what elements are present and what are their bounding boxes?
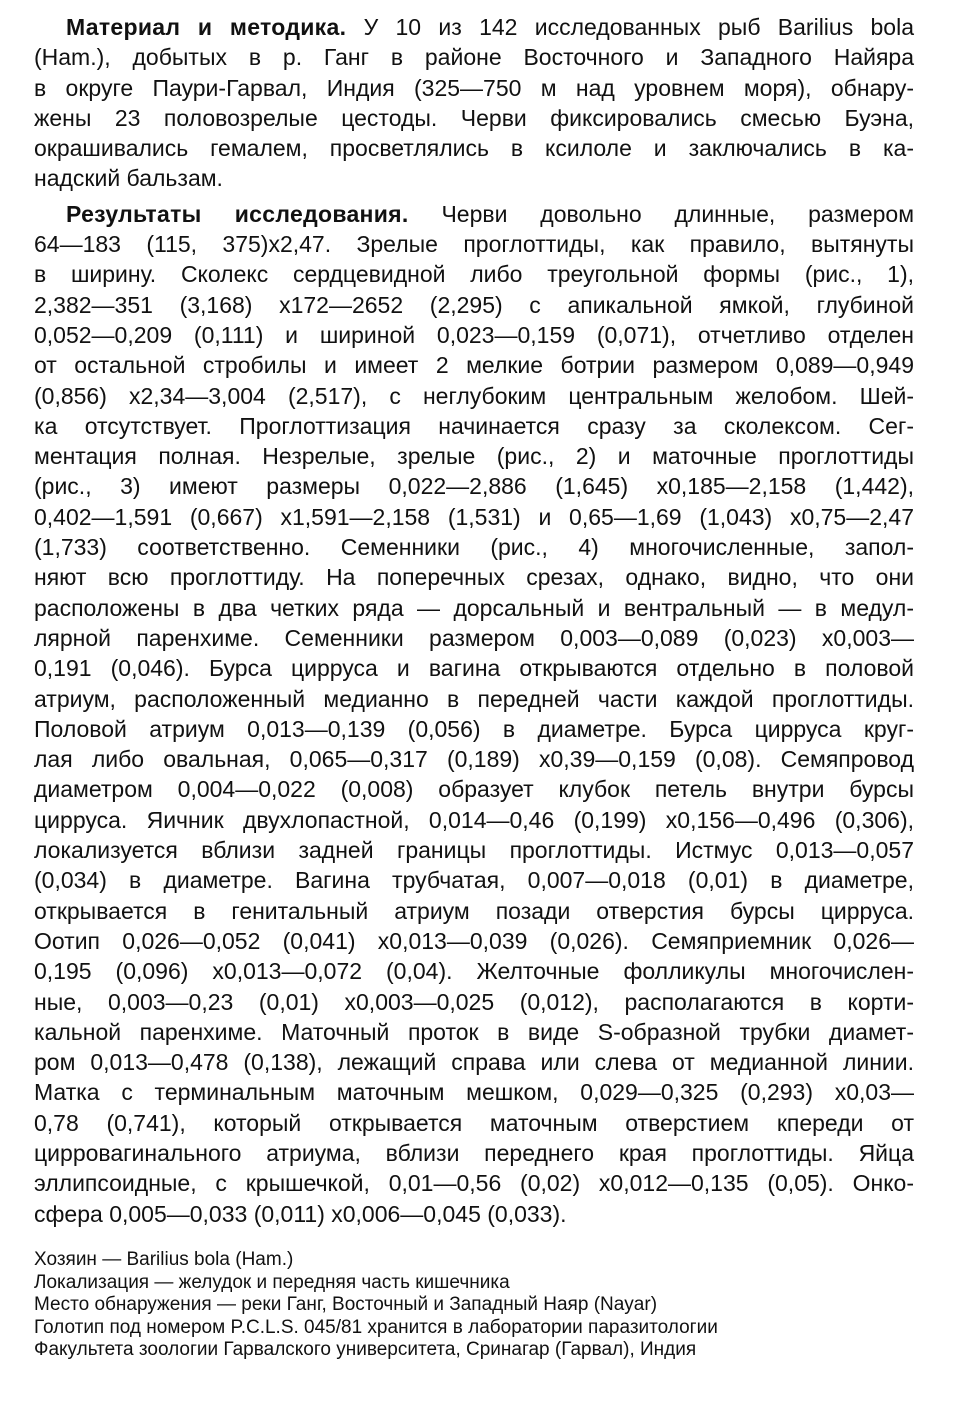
text-line: жены 23 половозрелые цестоды. Черви фиксировались смесью Буэна, [34, 104, 914, 131]
text-line: (0,856) х2,34—3,004 (2,517), с неглубоким центральным желобом. Шей- [34, 382, 914, 409]
text-line: расположены в два четких ряда — дорсальный и вентральный — в медул- [34, 594, 914, 621]
text-line: эллипсоидные, с крышечкой, 0,01—0,56 (0,02) х0,012—0,135 (0,05). Онко- [34, 1170, 914, 1197]
text-line: (1,733) соответственно. Семенники (рис., 4) многочисленные, запол- [34, 534, 914, 561]
text-line: в ширину. Сколекс сердцевидной либо треугольной формы (рис., 1), [34, 261, 914, 288]
text-line: ментация полная. Незрелые, зрелые (рис., 2) и маточные проглоттиды [34, 443, 914, 470]
text-line: Оотип 0,026—0,052 (0,041) х0,013—0,039 (0,026). Семяприемник 0,026— [34, 927, 914, 954]
text-line: 0,052—0,209 (0,111) и шириной 0,023—0,159 (0,071), отчетливо отделен [34, 321, 914, 348]
section-lead: Материал и методика. [66, 14, 347, 40]
locality-line: Место обнаружения — реки Ганг, Восточный и Западный Наяр (Nayar) [34, 1294, 658, 1316]
text-line: открывается в генитальный атриум позади отверстия бурсы цирруса. [34, 897, 914, 924]
text-line: (Ham.), добытых в р. Ганг в районе Восточного и Западного Найяра [34, 44, 914, 71]
text-line: 0,191 (0,046). Бурса цирруса и вагина открываются отдельно в половой [34, 655, 914, 682]
article-body [34, 12, 914, 1229]
text-line: лярной паренхиме. Семенники размером 0,003—0,089 (0,023) х0,003— [34, 624, 914, 651]
holotype-location-line: Факультета зоологии Гарвалского университета, Сринагар (Гарвал), Индия [34, 1339, 697, 1361]
text-line: (рис., 3) имеют размеры 0,022—2,886 (1,645) х0,185—2,158 (1,442), [34, 473, 914, 500]
line-text: У 10 из 142 исследованных рыб Barilius bola [363, 14, 914, 40]
text-line: 0,402—1,591 (0,667) х1,591—2,158 (1,531) и 0,65—1,69 (1,043) х0,75—2,47 [34, 503, 914, 530]
text-line: окрашивались гемалем, просветлялись в ксилоле и заключались в ка- [34, 135, 914, 162]
section-lead: Результаты исследования. [66, 200, 409, 227]
host-line: Хозяин — Barilius bola (Ham.) [34, 1249, 294, 1270]
text-line [34, 12, 914, 42]
text-line: лая либо овальная, 0,065—0,317 (0,189) х0,39—0,159 (0,08). Семяпровод [34, 746, 914, 773]
text-line: кальной паренхиме. Маточный проток в виде S-образной трубки диамет- [34, 1018, 914, 1045]
text-line: 64—183 (115, 375)х2,47. Зрелые проглоттиды, как правило, вытянуты [34, 231, 914, 258]
text-line: 0,78 (0,741), который открывается маточным отверстием кпереди от [34, 1109, 914, 1136]
text-line: диаметром 0,004—0,022 (0,008) образует клубок петель внутри бурсы [34, 776, 914, 803]
localization-line: Локализация — желудок и передняя часть кишечника [34, 1271, 510, 1293]
holotype-line: Голотип под номером P.C.L.S. 045/81 хранится в лаборатории паразитологии [34, 1316, 718, 1338]
paragraph-materials-methods [34, 12, 914, 194]
text-line: в округе Паури-Гарвал, Индия (325—750 м над уровнем моря), обнару- [34, 74, 914, 101]
paragraph-results [34, 199, 914, 1229]
text-line: сфера 0,005—0,033 (0,011) х0,006—0,045 (0,033). [34, 1200, 567, 1227]
text-line: 2,382—351 (3,168) х172—2652 (2,295) с апикальной ямкой, глубиной [34, 291, 914, 318]
text-line: Половой атриум 0,013—0,139 (0,056) в диаметре. Бурса цирруса круг- [34, 715, 914, 742]
text-line: атриум, расположенный медианно в передней части каждой проглоттиды. [34, 685, 914, 712]
text-line: 0,195 (0,096) х0,013—0,072 (0,04). Желточные фолликулы многочислен- [34, 958, 914, 985]
text-line: Матка с терминальным маточным мешком, 0,029—0,325 (0,293) х0,03— [34, 1079, 914, 1106]
text-line: (0,034) в диаметре. Вагина трубчатая, 0,007—0,018 (0,01) в диаметре, [34, 867, 914, 894]
text-line [34, 199, 914, 229]
text-line: цирруса. Яичник двухлопастной, 0,014—0,46 (0,199) х0,156—0,496 (0,306), [34, 806, 914, 833]
text-line: ные, 0,003—0,23 (0,01) х0,003—0,025 (0,012), располагаются в корти- [34, 988, 914, 1015]
text-line: ка отсутствует. Проглоттизация начинается сразу за сколексом. Сег- [34, 412, 914, 439]
text-line: надский бальзам. [34, 165, 223, 192]
text-line: локализуется вблизи задней границы проглоттиды. Истмус 0,013—0,057 [34, 837, 914, 864]
text-line: ром 0,013—0,478 (0,138), лежащий справа или слева от медианной линии. [34, 1049, 914, 1076]
text-line: няют всю проглоттиду. На поперечных срезах, однако, видно, что они [34, 564, 914, 591]
text-line: от остальной стробилы и имеет 2 мелкие ботрии размером 0,089—0,949 [34, 352, 914, 379]
text-line: цирровагинального атриума, вблизи переднего края проглоттиды. Яйца [34, 1139, 914, 1166]
line-text: Черви довольно длинные, размером [441, 200, 915, 227]
specimen-info [34, 1249, 914, 1362]
